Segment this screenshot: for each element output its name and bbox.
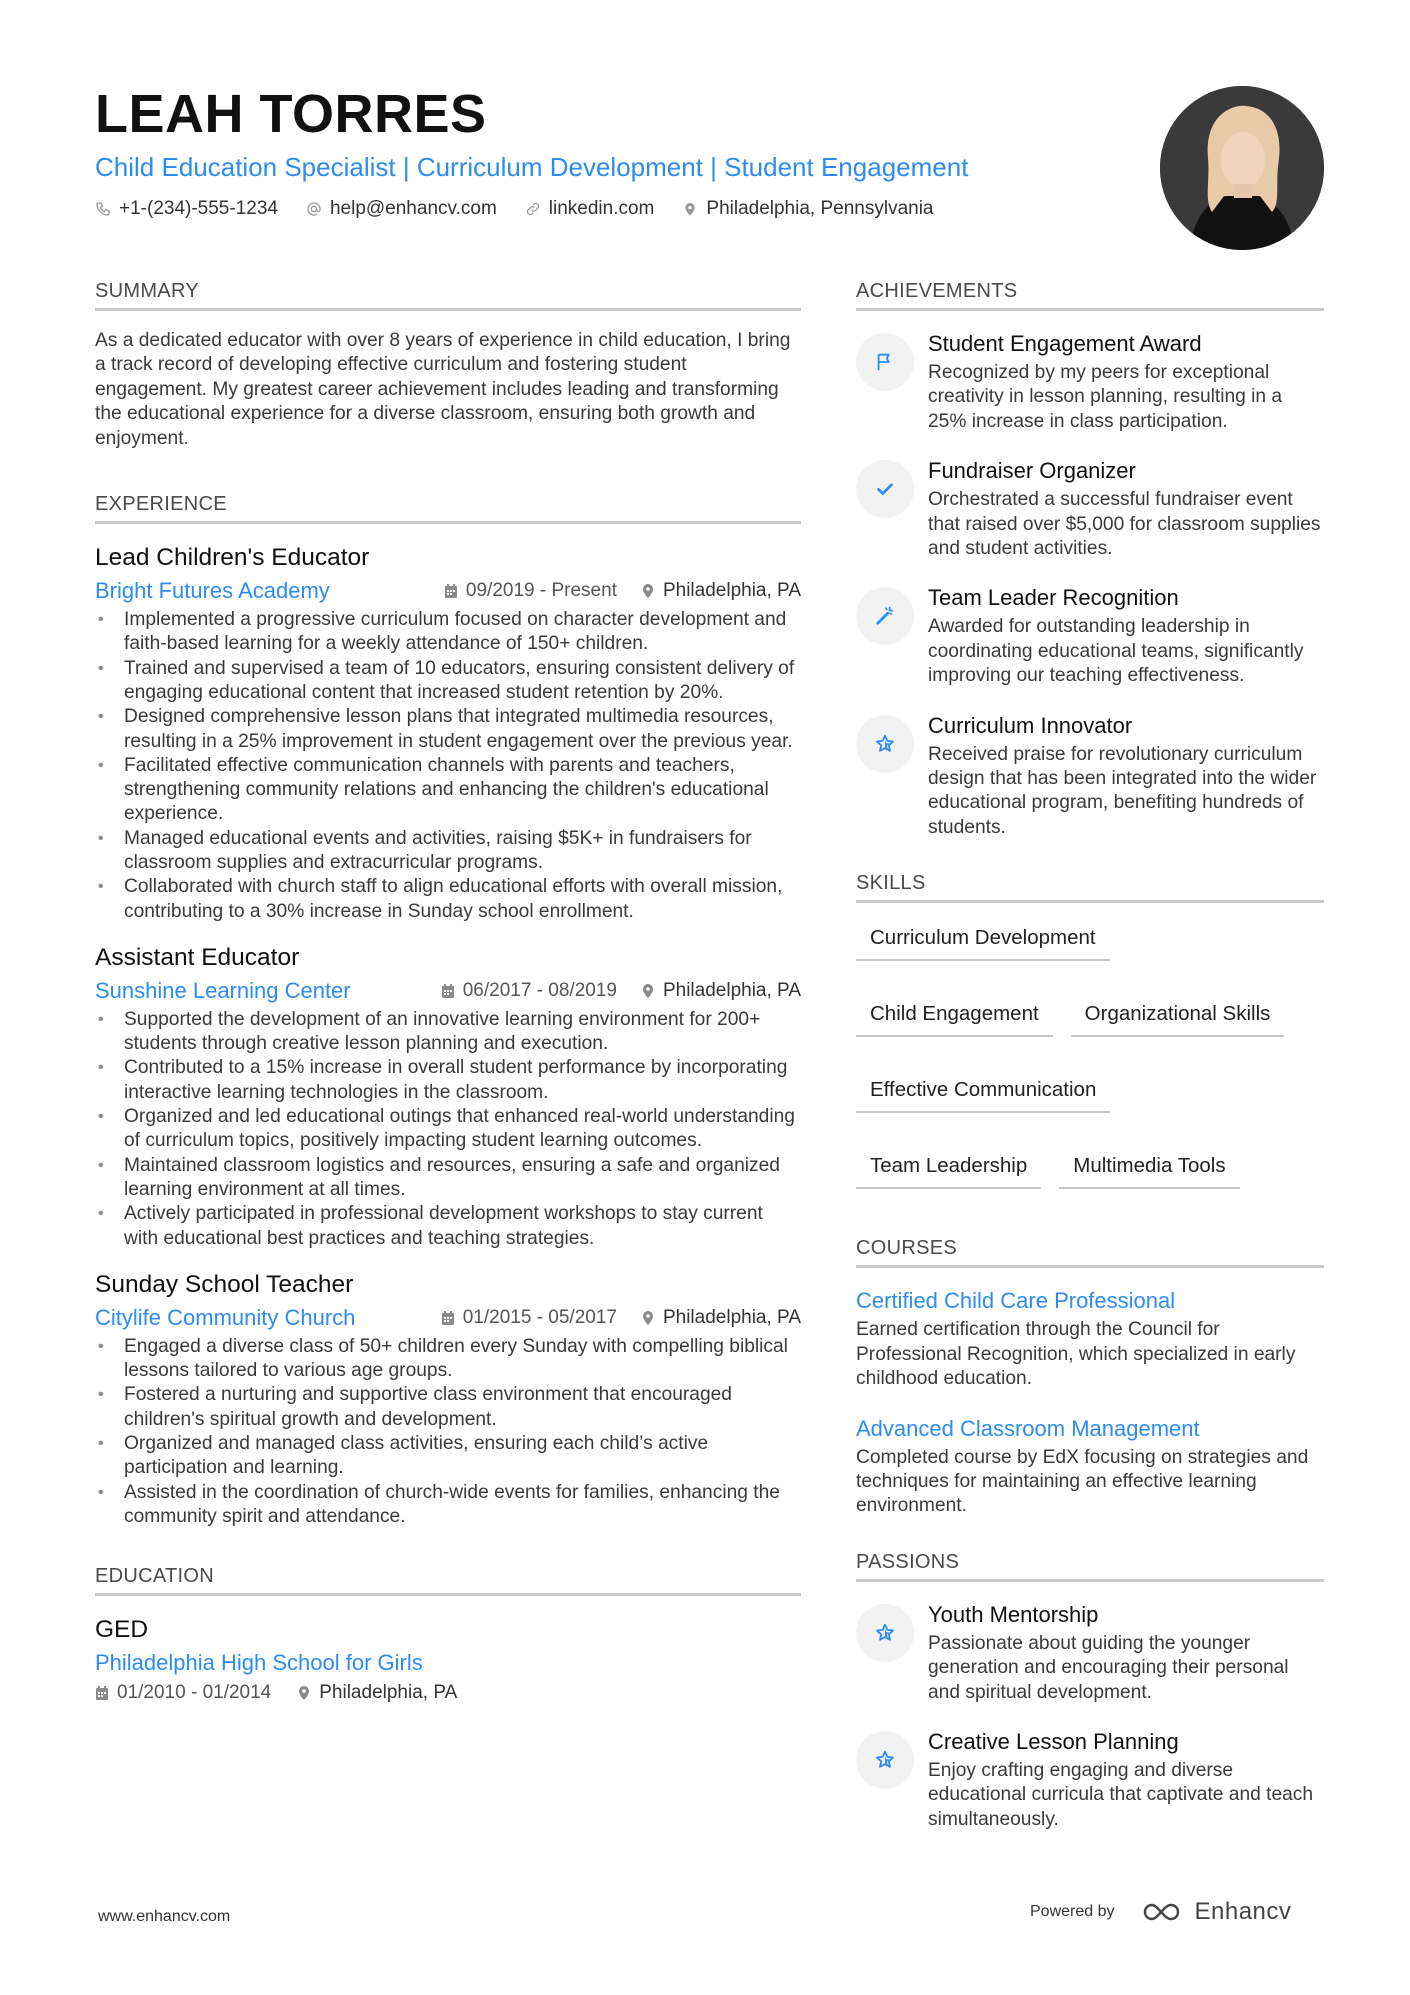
job-entry — [95, 942, 801, 1251]
bullet-item: • Implemented a progressive curriculum focused on character development and faith-based learning for a weekly attendance of 150+ children. — [95, 608, 801, 657]
bullet-item: • Contributed to a 15% increase in overall student performance by incorporating interactive learning technologies in the classroom. — [95, 1056, 801, 1105]
summary-text: As a dedicated educator with over 8 years of experience in child education, I bring a track record of developing effective curriculum and fostering student engagement. My greatest career achievement includes leading and transforming the educational experience for a diverse classroom, ensuring both growth and enjoyment. — [95, 330, 791, 449]
section-title: COURSES — [856, 1235, 1324, 1268]
section-title: EDUCATION — [95, 1563, 801, 1596]
job-meta — [95, 1303, 801, 1333]
dates-text: 01/2015 - 05/2017 — [462, 1306, 617, 1328]
job-title: Assistant Educator — [95, 943, 300, 971]
location-pin-icon — [641, 583, 655, 599]
section-title: EXPERIENCE — [95, 491, 801, 524]
bullet-item: • Collaborated with church staff to align educational efforts with overall mission, contributing to a 30% increase in Sunday school enrollment. — [95, 875, 801, 924]
passion-icon-badge — [856, 1731, 914, 1789]
star-icon — [874, 1622, 896, 1644]
resume-header — [95, 82, 1155, 222]
profile-photo — [1160, 86, 1324, 250]
achievement-desc: Awarded for outstanding leadership in coordinating educational teams, significantly improving our teaching effectiveness. — [928, 616, 1304, 687]
job-location — [641, 1307, 801, 1329]
job-meta-right — [444, 580, 801, 602]
dates-text: 09/2019 - Present — [465, 580, 617, 602]
achievement-item — [856, 456, 1324, 561]
magic-wand-icon — [874, 605, 896, 627]
location-pin-icon — [641, 983, 655, 999]
job-meta — [95, 976, 801, 1006]
achievement-body — [928, 711, 1324, 841]
bullet-item: • Managed educational events and activities, raising $5K+ in fundraisers for classroom supplies and extracurricular programs. — [95, 827, 801, 876]
education-section — [95, 1563, 801, 1704]
job-dates — [441, 1307, 617, 1329]
achievement-icon-badge — [856, 587, 914, 645]
skill-tag: Multimedia Tools — [1059, 1149, 1239, 1189]
phone-text: +1-(234)-555-1234 — [119, 198, 278, 219]
bullet-item: • Organized and led educational outings that enhanced real-world understanding of curriculum topics, positively impacting student learning outcomes. — [95, 1105, 801, 1154]
contact-email[interactable] — [306, 196, 497, 222]
email-text: help@enhancv.com — [329, 198, 497, 219]
flag-icon — [874, 351, 896, 373]
achievement-body — [928, 329, 1324, 434]
experience-section — [95, 491, 801, 1529]
passion-icon-badge — [856, 1604, 914, 1662]
contact-row — [95, 196, 1155, 222]
skill-tag: Curriculum Development — [856, 921, 1110, 961]
job-location — [641, 980, 801, 1002]
skill-tag: Child Engagement — [856, 997, 1053, 1037]
dates-text: 06/2017 - 08/2019 — [462, 979, 617, 1001]
achievement-title: Curriculum Innovator — [928, 712, 1133, 738]
location-pin-icon — [682, 201, 698, 217]
contact-location — [682, 196, 933, 222]
education-location — [297, 1682, 457, 1704]
achievement-item — [856, 711, 1324, 841]
right-column — [856, 278, 1324, 1872]
bullet-item: • Actively participated in professional development workshops to stay current with educational best practices and teaching strategies. — [95, 1202, 801, 1251]
course-item — [856, 1286, 1324, 1391]
job-bullets — [95, 1335, 801, 1529]
at-icon — [306, 201, 322, 217]
section-title: SUMMARY — [95, 278, 801, 311]
calendar-icon — [441, 1310, 455, 1326]
star-icon — [874, 733, 896, 755]
courses-section — [856, 1235, 1324, 1518]
footer-website[interactable]: www.enhancv.com — [98, 1908, 231, 1925]
education-meta — [95, 1682, 801, 1704]
achievement-title: Team Leader Recognition — [928, 585, 1179, 611]
achievement-icon-badge — [856, 333, 914, 391]
degree-title: GED — [95, 1616, 149, 1644]
star-icon — [874, 1749, 896, 1771]
candidate-name: LEAH TORRES — [95, 84, 487, 144]
location-text: Philadelphia, PA — [662, 979, 801, 1001]
section-title: ACHIEVEMENTS — [856, 278, 1324, 311]
bullet-item: • Assisted in the coordination of church-wide events for families, enhancing the community spirit and attendance. — [95, 1481, 801, 1530]
section-title: PASSIONS — [856, 1549, 1324, 1582]
calendar-icon — [444, 583, 458, 599]
job-title: Lead Children's Educator — [95, 544, 370, 572]
job-meta-right — [441, 1307, 801, 1329]
bullet-item: • Supported the development of an innovative learning environment for 200+ students through creative lesson planning and execution. — [95, 1008, 801, 1057]
contact-phone — [95, 196, 278, 222]
dates-text: 01/2010 - 01/2014 — [117, 1682, 272, 1704]
bullet-item: • Maintained classroom logistics and resources, ensuring a safe and organized learning environment at all times. — [95, 1154, 801, 1203]
company-name: Bright Futures Academy — [95, 578, 330, 604]
job-title: Sunday School Teacher — [95, 1270, 354, 1298]
portrait-illustration — [1160, 86, 1324, 250]
achievement-item — [856, 583, 1324, 688]
calendar-icon — [441, 983, 455, 999]
section-title: SKILLS — [856, 870, 1324, 903]
achievement-desc: Orchestrated a successful fundraiser event that raised over $5,000 for classroom supplies and student activities. — [928, 489, 1321, 560]
achievement-desc: Received praise for revolutionary curriculum design that has been integrated into the wider educational program, benefiting hundreds of students. — [928, 743, 1317, 838]
calendar-icon — [95, 1685, 109, 1701]
link-icon — [525, 201, 541, 217]
achievement-icon-badge — [856, 715, 914, 773]
check-icon — [874, 478, 896, 500]
education-dates — [95, 1682, 271, 1704]
passions-section — [856, 1549, 1324, 1832]
location-pin-icon — [641, 1310, 655, 1326]
location-text: Philadelphia, PA — [662, 580, 801, 602]
location-pin-icon — [297, 1685, 311, 1701]
passion-body — [928, 1727, 1324, 1832]
bullet-item: • Facilitated effective communication channels with parents and teachers, strengthening community relations and enhancing the children's educational experience. — [95, 754, 801, 827]
passion-item — [856, 1727, 1324, 1832]
skill-tag: Team Leadership — [856, 1149, 1041, 1189]
location-text: Philadelphia, PA — [319, 1682, 458, 1704]
passion-desc: Enjoy crafting engaging and diverse educational curricula that captivate and teach simultaneously. — [928, 1759, 1314, 1830]
achievement-item — [856, 329, 1324, 434]
achievement-title: Student Engagement Award — [928, 331, 1202, 356]
job-location — [641, 580, 801, 602]
job-bullets — [95, 608, 801, 924]
left-column — [95, 278, 801, 1744]
enhancv-logo-icon — [1141, 1900, 1187, 1924]
job-entry — [95, 542, 801, 924]
course-desc: Earned certification through the Council for Professional Recognition, which specialized in early childhood education. — [856, 1319, 1296, 1390]
skill-tag: Effective Communication — [856, 1073, 1110, 1113]
achievement-body — [928, 583, 1324, 688]
course-title: Certified Child Care Professional — [856, 1288, 1176, 1314]
candidate-headline: Child Education Specialist | Curriculum Development | Student Engagement — [95, 152, 969, 182]
job-meta — [95, 576, 801, 606]
passion-title: Creative Lesson Planning — [928, 1728, 1179, 1754]
bullet-item: • Trained and supervised a team of 10 educators, ensuring consistent delivery of engaging educational content that increased student retention by 20%. — [95, 657, 801, 706]
phone-icon — [95, 201, 111, 217]
brand-name: Enhancv — [1194, 1898, 1292, 1925]
job-entry — [95, 1269, 801, 1529]
job-dates — [441, 980, 617, 1002]
location-text: Philadelphia, PA — [662, 1306, 801, 1328]
bullet-item: • Designed comprehensive lesson plans that integrated multimedia resources, resulting in a 25% improvement in student engagement over the previous year. — [95, 705, 801, 754]
passion-body — [928, 1600, 1324, 1705]
linkedin-text: linkedin.com — [548, 198, 655, 219]
contact-linkedin[interactable] — [525, 196, 655, 222]
course-desc: Completed course by EdX focusing on strategies and techniques for maintaining an effective learning environment. — [856, 1446, 1309, 1517]
passion-item — [856, 1600, 1324, 1705]
achievements-section — [856, 278, 1324, 840]
powered-by-text: Powered by — [1030, 1903, 1115, 1920]
course-title: Advanced Classroom Management — [856, 1415, 1200, 1441]
achievement-title: Fundraiser Organizer — [928, 458, 1136, 484]
achievement-desc: Recognized by my peers for exceptional creativity in lesson planning, resulting in a 25% increase in class participation. — [928, 362, 1283, 432]
footer-branding — [1030, 1898, 1291, 1926]
achievement-body — [928, 456, 1324, 561]
location-text: Philadelphia, Pennsylvania — [706, 198, 934, 219]
passion-title: Youth Mentorship — [928, 1601, 1099, 1627]
bullet-item: • Engaged a diverse class of 50+ children every Sunday with compelling biblical lessons tailored to various age groups. — [95, 1335, 801, 1384]
summary-section — [95, 278, 801, 451]
course-item — [856, 1414, 1324, 1519]
job-meta-right — [441, 980, 801, 1002]
passion-desc: Passionate about guiding the younger generation and encouraging their personal and spiritual development. — [928, 1632, 1289, 1703]
skills-section — [856, 870, 1324, 1189]
skill-tag: Organizational Skills — [1071, 997, 1285, 1037]
school-name: Philadelphia High School for Girls — [95, 1650, 423, 1676]
skills-list — [856, 921, 1324, 1189]
bullet-item: • Fostered a nurturing and supportive class environment that encouraged children's spiritual growth and development. — [95, 1383, 801, 1432]
company-name: Sunshine Learning Center — [95, 977, 351, 1003]
enhancv-logo[interactable] — [1141, 1898, 1292, 1926]
job-dates — [444, 580, 617, 602]
bullet-item: • Organized and managed class activities, ensuring each child’s active participation and learning. — [95, 1432, 801, 1481]
company-name: Citylife Community Church — [95, 1304, 356, 1330]
achievement-icon-badge — [856, 460, 914, 518]
job-bullets — [95, 1008, 801, 1251]
